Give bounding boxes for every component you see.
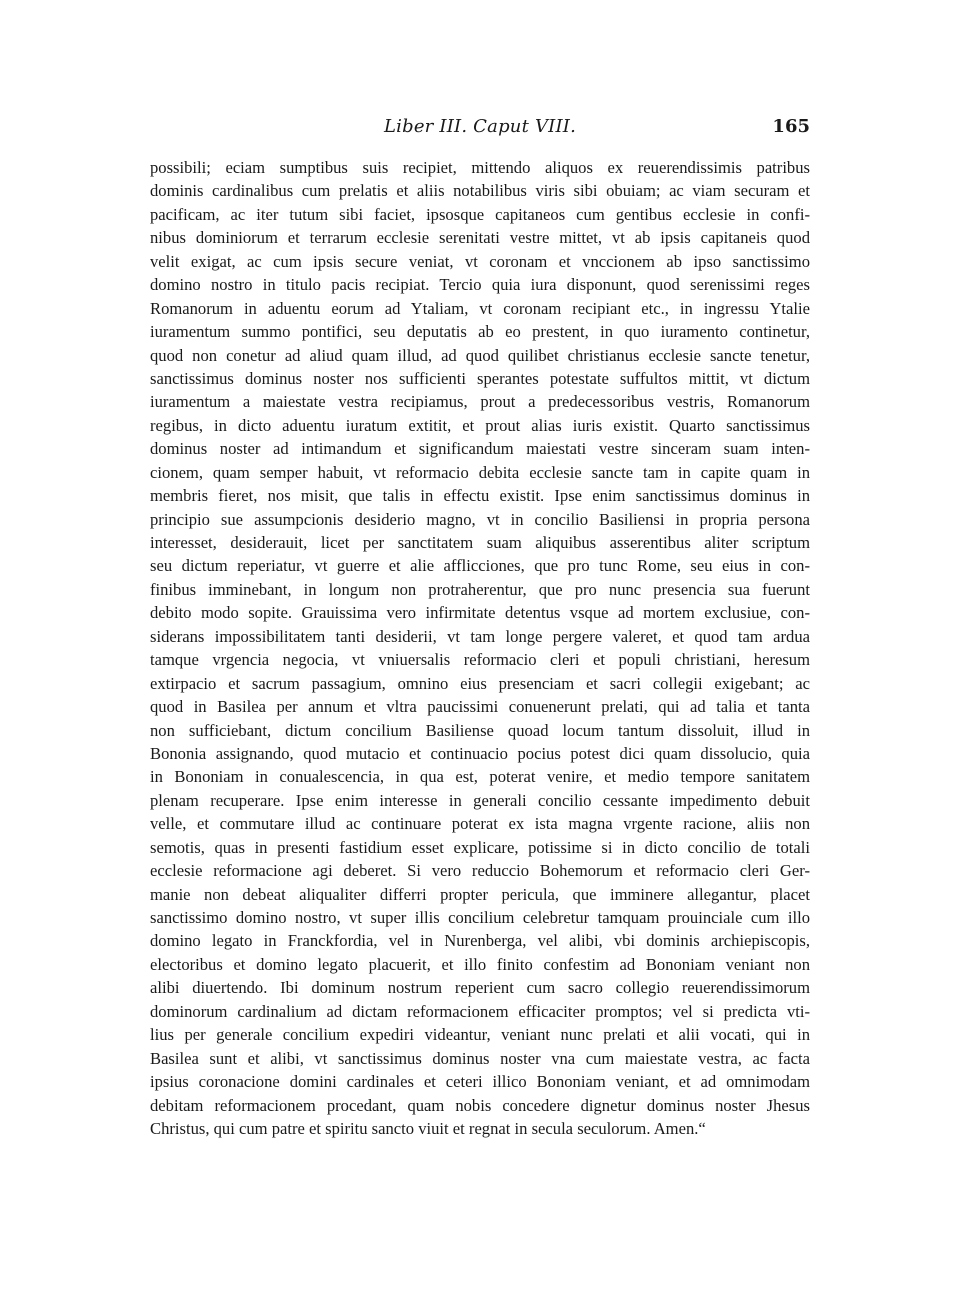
text-line: ipsius coronacione domini cardinales et ceteri illico Bononiam veniant, et ad omnimodam	[150, 1072, 810, 1092]
body-text	[150, 156, 810, 1140]
text-line: quod non conetur ad aliud quam illud, ad quod quilibet christianus ecclesie sancte tenetur,	[150, 345, 810, 365]
text-line: manie non debeat aliqualiter differri propter pericula, que imminere allegantur, placet	[150, 884, 810, 904]
text-line: debitam reformacionem procedant, quam nobis concedere dignetur dominus noster Jhesus	[150, 1095, 810, 1115]
text-line: domino nostro in titulo pacis recipiat. Tercio quia iura disponunt, quod serenissimi reges	[150, 275, 810, 295]
text-line: nibus dominiorum et terrarum ecclesie serenitati vestre mittet, vt ab ipsis capitaneis quod	[150, 228, 810, 248]
text-line: extirpacio et sacrum passagium, omnino eius presenciam et sacri collegii exigebant; ac	[150, 673, 810, 693]
text-line: non sufficiebant, dictum concilium Basiliense quoad locum tantum dissoluit, illud in	[150, 720, 810, 740]
text-line: iuramentum summo pontifici, seu deputatis ab eo prestent, in quo iuramento continetur,	[150, 322, 810, 342]
text-line: semotis, quas in presenti fastidium esset explicare, potissime si in dicto concilio de totali	[150, 837, 810, 857]
text-line: sanctissimo domino nostro, vt super illis concilium celebretur tamquam prouinciale cum illo	[150, 908, 810, 927]
text-line: pacificam, ac iter tutum sibi faciet, ipsosque capitaneos cum gentibus ecclesie in confi-	[150, 204, 810, 224]
text-line: interesset, desiderauit, licet per sanctitatem suam aliquibus asserentibus aliter scriptum	[150, 533, 810, 552]
text-line: plenam recuperare. Ipse enim interesse in generali concilio cessante impedimento debuit	[150, 790, 810, 810]
text-line: in Bononiam in conualescencia, in qua est, poterat venire, et medio tempore sanitatem	[150, 767, 810, 787]
text-line: possibili; eciam sumptibus suis recipiet, mittendo aliquos ex reuerendissimis patribus	[150, 158, 810, 177]
text-line: regibus, in dicto aduentu iuratum extitit, et prout alias iuris existit. Quarto sanctissimus	[150, 415, 810, 435]
text-line: dominis cardinalibus cum prelatis et aliis notabilibus viris sibi obuiam; ac viam securam et	[150, 181, 810, 201]
page-header	[150, 116, 810, 142]
text-line: Christus, qui cum patre et spiritu sancto viuit et regnat in secula seculorum. Amen.“	[150, 1118, 706, 1138]
text-line: principio sue assumpcionis desiderio magno, vt in concilio Basiliensi in propria persona	[150, 509, 810, 529]
text-line: Basilea sunt et alibi, vt sanctissimus dominus noster vna cum maiestate vestra, ac facta	[150, 1048, 810, 1068]
text-line: velle, et commutare illud ac continuare poterat ex ista magna vrgente racione, aliis non	[150, 814, 810, 834]
text-line: debito modo sopite. Grauissima vero infirmitate detentus vsque ad mortem exclusiue, con-	[150, 603, 810, 623]
text-line: seu dictum reperiatur, vt guerre et alie afflicciones, que pro tunc Rome, seu eius in con-	[150, 556, 810, 576]
text-line: Bononia assignando, quod mutacio et continuacio pocius potest dici quam dissolucio, quia	[150, 743, 810, 763]
text-line: sanctissimus dominus noster nos sufficienti sperantes potestate suffultos mittit, vt dictum	[150, 368, 810, 388]
text-line: iuramentum a maiestate vestra recipiamus, prout a predecessoribus vestris, Romanorum	[150, 392, 810, 412]
text-line: dominorum cardinalium ad dictam reformacionem efficaciter promptos; vel si predicta vti-	[150, 1001, 810, 1021]
text-line: cionem, quam semper habuit, vt reformacio debita ecclesie sancte tam in capite quam in	[150, 462, 810, 482]
text-line: Romanorum in aduentu eorum ad Ytaliam, vt coronam recipiant etc., in ingressu Ytalie	[150, 298, 810, 318]
text-line: finibus imminebant, in longum non protraherentur, que pro nunc presencia sua fuerunt	[150, 579, 810, 599]
text-line: dominus noster ad intimandum et significandum maiestati vestre sinceram suam inten-	[150, 439, 810, 459]
text-line: electoribus et domino legato placuerit, et illo finito confestim ad Bononiam veniant non	[150, 954, 810, 974]
running-title: Liber III. Caput VIII.	[383, 116, 576, 137]
text-line: quod in Basilea per annum et vltra paucissimi conuenerunt prelati, qui ad talia et tanta	[150, 697, 810, 717]
text-line: ecclesie reformacione agi deberet. Si vero reduccio Bohemorum et reformacio cleri Ger-	[150, 861, 810, 881]
text-line: tamque vrgencia negocia, vt vniuersalis reformacio cleri et populi christiani, heresum	[150, 650, 810, 670]
text-line: alibi diuertendo. Ibi dominum nostrum reperient cum sacro collegio reuerendissimorum	[150, 978, 810, 998]
page-number: 165	[772, 116, 810, 137]
text-line: lius per generale concilium expediri videantur, veniant nunc prelati et alii vocati, qui in	[150, 1025, 810, 1045]
text-line: siderans impossibilitatem tanti desiderii, vt tam longe pergere valeret, et quod tam ardua	[150, 626, 810, 646]
text-line: membris fieret, nos misit, que talis in effectu existit. Ipse enim sanctissimus dominus in	[150, 486, 810, 506]
text-line: domino legato in Franckfordia, vel in Nurenberga, vel alibi, vbi dominis archiepiscopis,	[150, 931, 810, 951]
text-line: velit exigat, ac cum ipsis secure veniat, vt coronam et vnccionem ab ipso sanctissimo	[150, 251, 810, 271]
